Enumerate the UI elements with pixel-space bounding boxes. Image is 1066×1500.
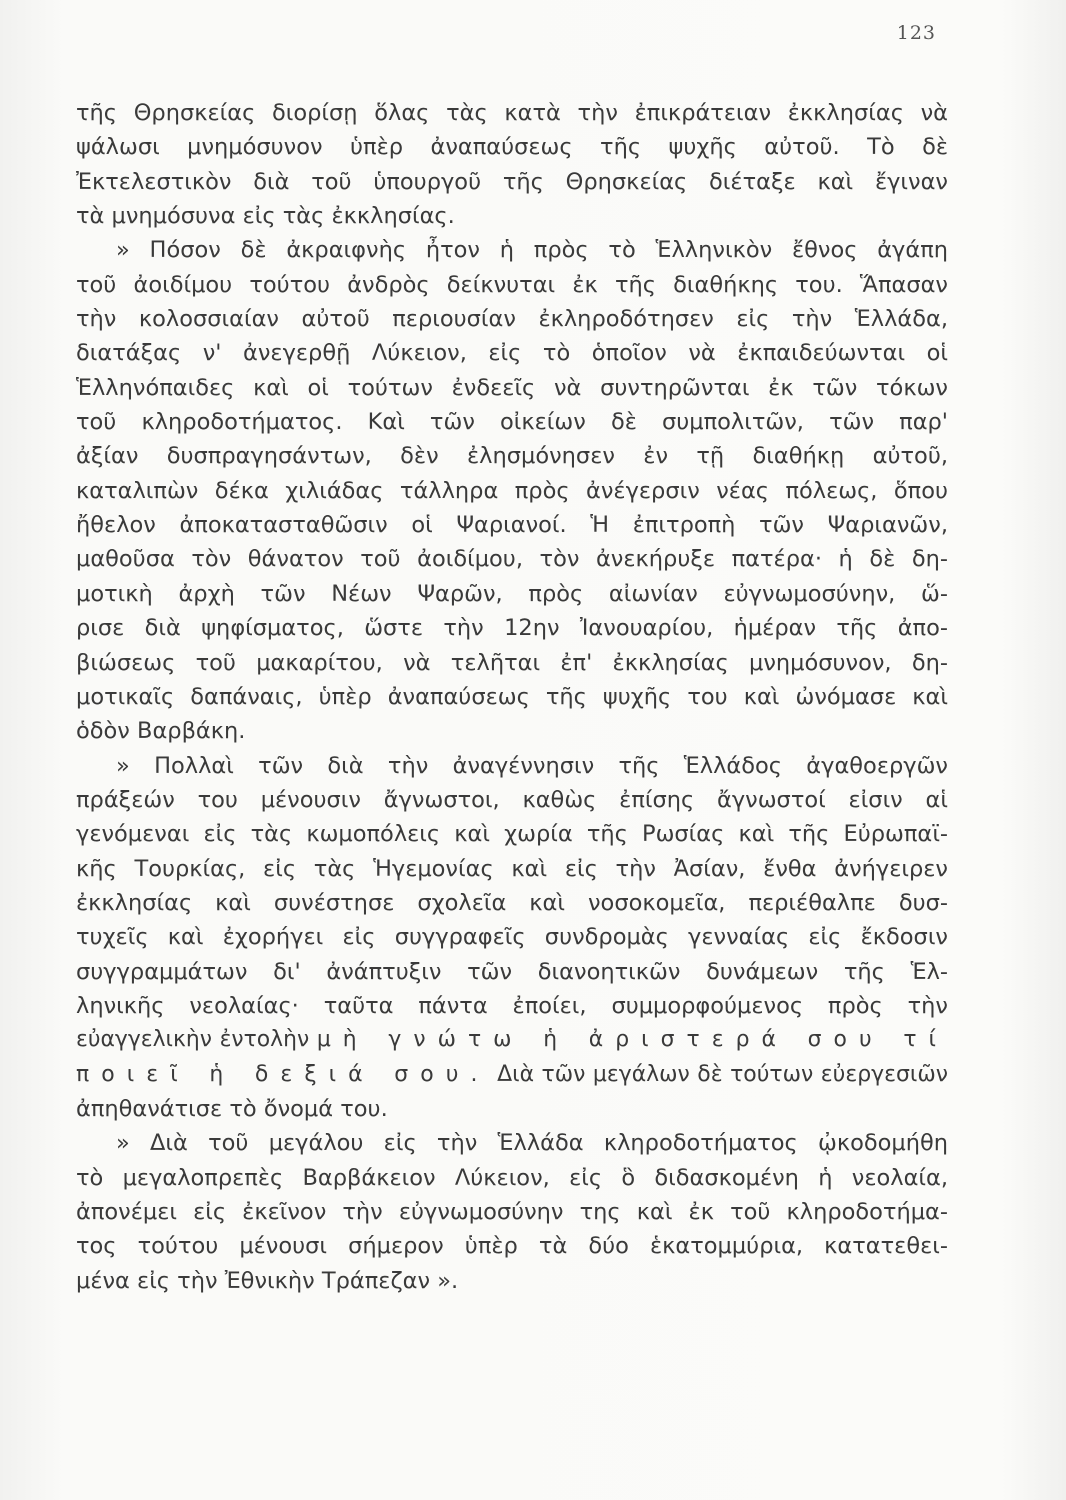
- text-line: » Διὰ τοῦ μεγάλου εἰς τὴν Ἑλλάδα κληροδοτήματος ᾠκοδομήθη: [116, 1130, 948, 1157]
- text-line: βιώσεως τοῦ μακαρίτου, νὰ τελῆται ἐπ' ἐκκλησίας μνημόσυνον, δη-: [76, 649, 948, 676]
- text-line: ἀπονέμει εἰς ἐκεῖνον τὴν εὐγνωμοσύνην της καὶ ἐκ τοῦ κληροδοτήμα-: [76, 1199, 948, 1225]
- text-run: Διὰ τῶν μεγάλων δὲ τούτων εὐεργεσιῶν: [497, 1061, 949, 1087]
- text-line: ρισε διὰ ψηφίσματος, ὥστε τὴν 12ην Ἰανουαρίου, ἡμέραν τῆς ἀπο-: [76, 615, 948, 642]
- body-text: [76, 96, 948, 1298]
- text-line: [76, 1023, 948, 1057]
- text-line: τοῦ κληροδοτήματος. Καὶ τῶν οἰκείων δὲ συμπολιτῶν, τῶν παρ': [76, 409, 948, 436]
- text-line: τῆς Θρησκείας διορίσῃ ὅλας τὰς κατὰ τὴν ἐπικράτειαν ἐκκλησίας νὰ: [76, 100, 948, 126]
- text-run: εὐαγγελικὴν ἐντολὴν: [76, 1027, 310, 1053]
- text-line: τος τούτου μένουσι σήμερον ὑπὲρ τὰ δύο ἑκατομμύρια, κατατεθει-: [76, 1233, 948, 1260]
- text-line: τοῦ ἀοιδίμου τούτου ἀνδρὸς δείκνυται ἐκ τῆς διαθήκης του. Ἅπασαν: [76, 271, 948, 298]
- text-line: [76, 1058, 948, 1092]
- text-line: ἤθελον ἀποκατασταθῶσιν οἱ Ψαριανοί. Ἡ ἐπιτροπὴ τῶν Ψαριανῶν,: [76, 512, 948, 539]
- text-line: ψάλωσι μνημόσυνον ὑπὲρ ἀναπαύσεως τῆς ψυχῆς αὐτοῦ. Τὸ δὲ: [76, 134, 948, 161]
- text-line: τὴν κολοσσιαίαν αὐτοῦ περιουσίαν ἐκληροδότησεν εἰς τὴν Ἑλλάδα,: [76, 306, 948, 333]
- text-line: ὁδὸν Βαρβάκη.: [76, 718, 246, 745]
- text-line: γενόμεναι εἰς τὰς κωμοπόλεις καὶ χωρία τῆς Ρωσίας καὶ τῆς Εὐρωπαϊ-: [76, 821, 948, 848]
- text-line: τυχεῖς καὶ ἐχορήγει εἰς συγγραφεῖς συνδρομὰς γενναίας εἰς ἔκδοσιν: [76, 924, 948, 951]
- text-line: τὰ μνημόσυνα εἰς τὰς ἐκκλησίας.: [76, 203, 455, 230]
- text-line: μαθοῦσα τὸν θάνατον τοῦ ἀοιδίμου, τὸν ἀνεκήρυξε πατέρα· ἡ δὲ δη-: [76, 546, 948, 573]
- text-line: ληνικῆς νεολαίας· ταῦτα πάντα ἐποίει, συμμορφούμενος πρὸς τὴν: [76, 992, 948, 1019]
- text-line: μοτικαῖς δαπάναις, ὑπὲρ ἀναπαύσεως τῆς ψυχῆς του καὶ ὠνόμασε καὶ: [76, 683, 948, 710]
- text-line: μένα εἰς τὴν Ἐθνικὴν Τράπεζαν ».: [76, 1267, 459, 1294]
- text-line: ἐκκλησίας καὶ συνέστησε σχολεῖα καὶ νοσοκομεῖα, περιέθαλπε δυσ-: [76, 889, 948, 916]
- text-line: μοτικὴ ἀρχὴ τῶν Νέων Ψαρῶν, πρὸς αἰωνίαν εὐγνωμοσύνην, ὥ-: [76, 580, 948, 607]
- text-line: Ἑλληνόπαιδες καὶ οἱ τούτων ἐνδεεῖς νὰ συντηρῶνται ἐκ τῶν τόκων: [76, 374, 948, 401]
- text-line: κῆς Τουρκίας, εἰς τὰς Ἡγεμονίας καὶ εἰς τὴν Ἀσίαν, ἔνθα ἀνήγειρεν: [76, 855, 948, 882]
- text-line: » Πολλαὶ τῶν διὰ τὴν ἀναγέννησιν τῆς Ἑλλάδος ἀγαθοεργῶν: [116, 752, 948, 779]
- text-line: ἀξίαν δυσπραγησάντων, δὲν ἐλησμόνησεν ἐν τῇ διαθήκῃ αὐτοῦ,: [76, 443, 948, 470]
- spaced-quote: μὴ γνώτω ἡ ἀριστερά σου τί: [316, 1027, 948, 1053]
- text-line: ἀπηθανάτισε τὸ ὄνομά του.: [76, 1095, 388, 1122]
- page-number: 123: [896, 22, 936, 44]
- text-line: συγγραμμάτων δι' ἀνάπτυξιν τῶν διανοητικῶν δυνάμεων τῆς Ἑλ-: [76, 958, 948, 985]
- text-line: πράξεών του μένουσιν ἄγνωστοι, καθὼς ἐπίσης ἄγνωστοί εἰσιν αἱ: [76, 786, 948, 813]
- text-line: τὸ μεγαλοπρεπὲς Βαρβάκειον Λύκειον, εἰς ὃ διδασκομένη ἡ νεολαία,: [76, 1164, 948, 1191]
- text-line: Ἐκτελεστικὸν διὰ τοῦ ὑπουργοῦ τῆς Θρησκείας διέταξε καὶ ἔγιναν: [76, 168, 948, 195]
- spaced-quote: ποιεῖ ἡ δεξιά σου.: [76, 1061, 490, 1087]
- text-line: καταλιπὼν δέκα χιλιάδας τάλληρα πρὸς ἀνέγερσιν νέας πόλεως, ὅπου: [76, 477, 948, 504]
- text-line: διατάξας ν' ἀνεγερθῇ Λύκειον, εἰς τὸ ὁποῖον νὰ ἐκπαιδεύωνται οἱ: [76, 340, 948, 367]
- text-line: » Πόσον δὲ ἀκραιφνὴς ἦτον ἡ πρὸς τὸ Ἑλληνικὸν ἔθνος ἀγάπη: [116, 237, 948, 264]
